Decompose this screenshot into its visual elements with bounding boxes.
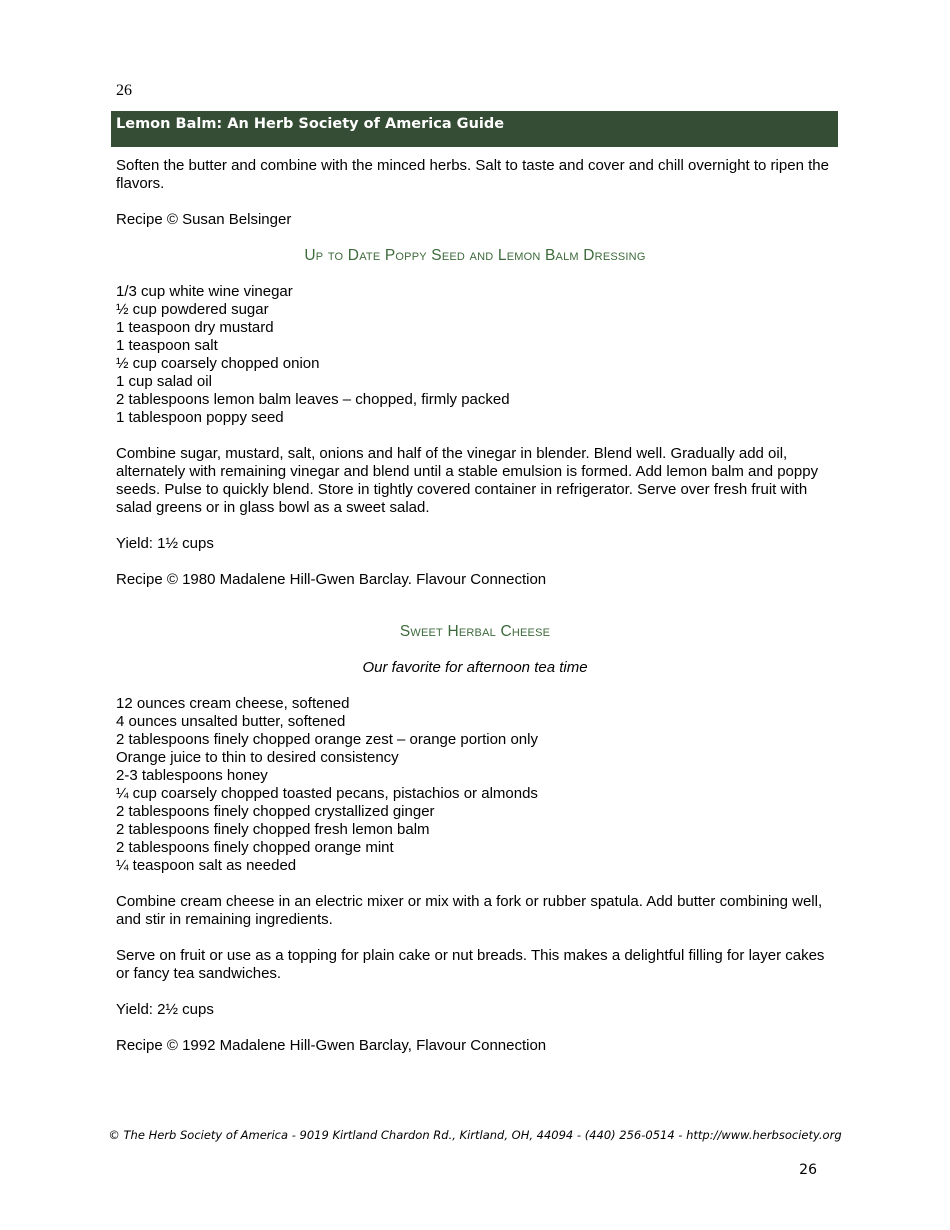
ingredient-item: Orange juice to thin to desired consistency: [116, 749, 399, 766]
ingredient-item: ¼ teaspoon salt as needed: [116, 857, 297, 874]
ingredient-item: 4 ounces unsalted butter, softened: [116, 713, 346, 730]
ingredient-item: 2 tablespoons finely chopped orange mint: [116, 839, 394, 856]
ingredient-item: 1 teaspoon salt: [116, 337, 218, 354]
page-number-top: 26: [116, 82, 132, 99]
header-title: Lemon Balm: An Herb Society of America Guide: [116, 116, 505, 132]
recipe2-credit: Recipe © 1992 Madalene Hill-Gwen Barclay, Flavour Connection: [116, 1037, 547, 1054]
ingredient-item: ½ cup powdered sugar: [116, 301, 269, 318]
ingredient-item: 2 tablespoons finely chopped orange zest – orange portion only: [116, 731, 538, 748]
recipe2-directions-2: Serve on fruit or use as a topping for plain cake or nut breads. This makes a delightful filling for layer cakes or fancy tea sandwiches.: [116, 947, 825, 982]
ingredient-item: ¼ cup coarsely chopped toasted pecans, pistachios or almonds: [116, 785, 538, 802]
recipe1-title: Up to Date Poppy Seed and Lemon Balm Dressing: [304, 247, 646, 264]
page-number-bottom: 26: [799, 1162, 817, 1178]
ingredient-item: 2 tablespoons lemon balm leaves – chopped, firmly packed: [116, 391, 510, 408]
ingredient-item: ½ cup coarsely chopped onion: [116, 355, 320, 372]
recipe2-subtitle: Our favorite for afternoon tea time: [362, 659, 588, 676]
recipe1-credit: Recipe © 1980 Madalene Hill-Gwen Barclay. Flavour Connection: [116, 571, 547, 588]
intro-credit: Recipe © Susan Belsinger: [116, 211, 292, 228]
ingredient-item: 1 teaspoon dry mustard: [116, 319, 274, 336]
ingredient-item: 1/3 cup white wine vinegar: [116, 283, 293, 300]
ingredient-item: 2 tablespoons finely chopped fresh lemon balm: [116, 821, 430, 838]
recipe2-ingredients: [116, 695, 834, 875]
ingredient-item: 12 ounces cream cheese, softened: [116, 695, 350, 712]
recipe2-directions-1: Combine cream cheese in an electric mixer or mix with a fork or rubber spatula. Add butter combining well, and stir in remaining ingredients.: [116, 893, 823, 928]
recipe2-yield: Yield: 2½ cups: [116, 1001, 214, 1018]
recipe1-directions: Combine sugar, mustard, salt, onions and half of the vinegar in blender. Blend well. Gradually add oil, alternately with remaining vinegar and blend until a stable emulsion is formed. Add lemon balm and poppy seeds. Pulse to quickly blend. Store in tightly covered container in refrigerator. Serve over fresh fruit with salad greens or in glass bowl as a sweet salad.: [116, 445, 819, 516]
intro-paragraph: Soften the butter and combine with the minced herbs. Salt to taste and cover and chill overnight to ripen the flavors.: [116, 157, 829, 192]
ingredient-item: 1 cup salad oil: [116, 373, 212, 390]
ingredient-item: 1 tablespoon poppy seed: [116, 409, 284, 426]
header-band: [111, 111, 838, 147]
recipe2-title: Sweet Herbal Cheese: [399, 623, 551, 640]
recipe1-ingredients: [116, 283, 834, 427]
ingredient-item: 2-3 tablespoons honey: [116, 767, 268, 784]
ingredient-item: 2 tablespoons finely chopped crystallized ginger: [116, 803, 435, 820]
page-content: [116, 157, 834, 1073]
footer-address: © The Herb Society of America - 9019 Kirtland Chardon Rd., Kirtland, OH, 44094 - (440) 256-0514 - http://www.herbsociety.org: [108, 1128, 842, 1142]
recipe1-yield: Yield: 1½ cups: [116, 535, 214, 552]
